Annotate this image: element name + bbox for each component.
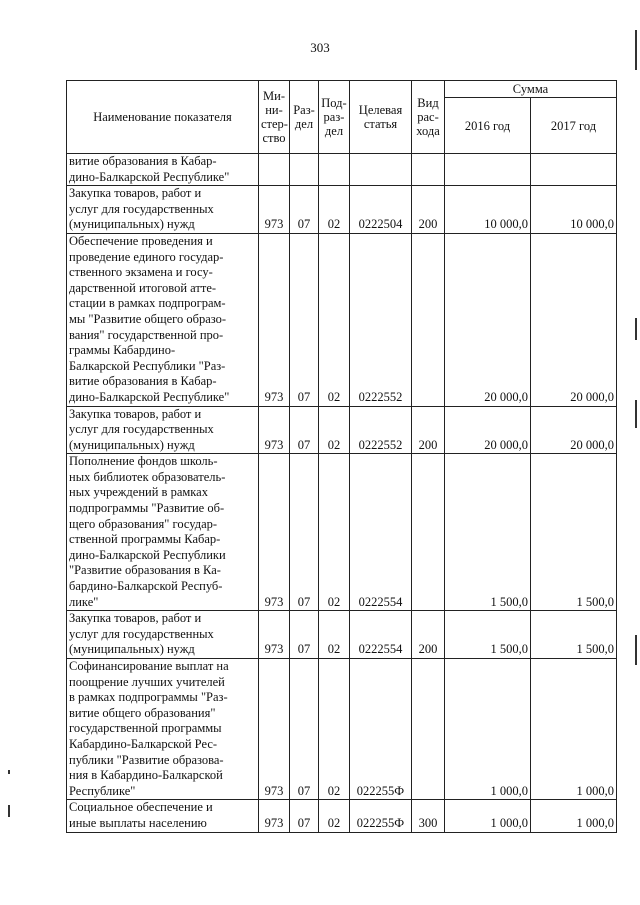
row-subsection-cell: 02 bbox=[319, 659, 350, 800]
row-2017-cell: 1 000,0 bbox=[531, 800, 617, 832]
row-subsection-cell: 02 bbox=[319, 406, 350, 454]
row-target-cell: 022255Ф bbox=[350, 659, 412, 800]
scan-edge-mark bbox=[635, 30, 637, 70]
row-ministry-cell: 973 bbox=[259, 233, 290, 406]
scan-edge-mark bbox=[8, 770, 10, 774]
row-2017-cell: 1 000,0 bbox=[531, 659, 617, 800]
table-header bbox=[67, 81, 617, 154]
row-2017-cell: 20 000,0 bbox=[531, 406, 617, 454]
row-2017-cell bbox=[531, 154, 617, 186]
row-2016-cell: 1 000,0 bbox=[445, 659, 531, 800]
row-ministry-cell: 973 bbox=[259, 611, 290, 659]
row-target-cell: 0222554 bbox=[350, 454, 412, 611]
row-subsection-cell: 02 bbox=[319, 233, 350, 406]
scan-edge-mark bbox=[8, 805, 10, 817]
row-section-cell: 07 bbox=[290, 454, 319, 611]
scan-edge-mark bbox=[635, 400, 637, 428]
row-2016-cell bbox=[445, 154, 531, 186]
row-name-cell: Обеспечение проведения и проведение единого государ- ственного экзамена и госу- дарственной итоговой атте- стации в рамках подпрограм- мы "Развитие общего образо- вания" государственной про- граммы Кабардино- Балкарской Республики "Раз- витие образования в Кабар- дино-Балкарской Республике" bbox=[67, 233, 259, 406]
row-subsection-cell: 02 bbox=[319, 611, 350, 659]
header-subsection: Под- раз- дел bbox=[319, 81, 350, 154]
budget-table bbox=[66, 80, 617, 833]
row-2016-cell: 1 000,0 bbox=[445, 800, 531, 832]
row-type-cell: 200 bbox=[412, 186, 445, 234]
row-section-cell: 07 bbox=[290, 659, 319, 800]
row-name-cell: витие образования в Кабар- дино-Балкарской Республике" bbox=[67, 154, 259, 186]
table-row bbox=[67, 186, 617, 234]
row-2016-cell: 1 500,0 bbox=[445, 611, 531, 659]
row-name-cell: Пополнение фондов школь- ных библиотек образователь- ных учреждений в рамках подпрограммы "Развитие об- щего образования" государ- ственной программы Кабар- дино-Балкарской Республики "Развитие образования в Ка- бардино-Балкарской Респуб- лике" bbox=[67, 454, 259, 611]
table-row bbox=[67, 233, 617, 406]
header-year-2017: 2017 год bbox=[531, 98, 617, 154]
table-row bbox=[67, 406, 617, 454]
header-sum: Сумма bbox=[445, 81, 617, 98]
header-type: Вид рас- хода bbox=[412, 81, 445, 154]
row-target-cell: 022255Ф bbox=[350, 800, 412, 832]
table-row bbox=[67, 154, 617, 186]
row-target-cell: 0222552 bbox=[350, 406, 412, 454]
row-subsection-cell: 02 bbox=[319, 454, 350, 611]
page-number: 303 bbox=[310, 40, 330, 55]
row-subsection-cell bbox=[319, 154, 350, 186]
row-section-cell: 07 bbox=[290, 233, 319, 406]
row-2016-cell: 20 000,0 bbox=[445, 233, 531, 406]
table-row bbox=[67, 454, 617, 611]
row-2016-cell: 10 000,0 bbox=[445, 186, 531, 234]
row-target-cell: 0222504 bbox=[350, 186, 412, 234]
row-2017-cell: 10 000,0 bbox=[531, 186, 617, 234]
header-section: Раз- дел bbox=[290, 81, 319, 154]
row-section-cell: 07 bbox=[290, 406, 319, 454]
scan-edge-mark bbox=[635, 635, 637, 665]
table-row bbox=[67, 611, 617, 659]
row-name-cell: Закупка товаров, работ и услуг для государственных (муниципальных) нужд bbox=[67, 611, 259, 659]
row-name-cell: Закупка товаров, работ и услуг для государственных (муниципальных) нужд bbox=[67, 406, 259, 454]
row-target-cell: 0222552 bbox=[350, 233, 412, 406]
header-name: Наименование показателя bbox=[67, 81, 259, 154]
table-row bbox=[67, 659, 617, 800]
row-2016-cell: 20 000,0 bbox=[445, 406, 531, 454]
row-ministry-cell: 973 bbox=[259, 186, 290, 234]
row-2017-cell: 20 000,0 bbox=[531, 233, 617, 406]
row-type-cell bbox=[412, 233, 445, 406]
row-2016-cell: 1 500,0 bbox=[445, 454, 531, 611]
header-ministry: Ми- ни- стер- ство bbox=[259, 81, 290, 154]
row-ministry-cell: 973 bbox=[259, 406, 290, 454]
row-name-cell: Закупка товаров, работ и услуг для государственных (муниципальных) нужд bbox=[67, 186, 259, 234]
row-ministry-cell: 973 bbox=[259, 454, 290, 611]
row-2017-cell: 1 500,0 bbox=[531, 611, 617, 659]
row-type-cell bbox=[412, 154, 445, 186]
row-type-cell: 200 bbox=[412, 611, 445, 659]
row-name-cell: Социальное обеспечение и иные выплаты населению bbox=[67, 800, 259, 832]
header-target: Целевая статья bbox=[350, 81, 412, 154]
row-section-cell: 07 bbox=[290, 611, 319, 659]
row-subsection-cell: 02 bbox=[319, 800, 350, 832]
row-type-cell: 300 bbox=[412, 800, 445, 832]
header-year-2016: 2016 год bbox=[445, 98, 531, 154]
row-2017-cell: 1 500,0 bbox=[531, 454, 617, 611]
row-target-cell bbox=[350, 154, 412, 186]
row-section-cell: 07 bbox=[290, 186, 319, 234]
row-ministry-cell bbox=[259, 154, 290, 186]
scan-edge-mark bbox=[635, 318, 637, 340]
table-row bbox=[67, 800, 617, 832]
row-section-cell bbox=[290, 154, 319, 186]
row-ministry-cell: 973 bbox=[259, 800, 290, 832]
row-subsection-cell: 02 bbox=[319, 186, 350, 234]
row-name-cell: Софинансирование выплат на поощрение лучших учителей в рамках подпрограммы "Раз- витие общего образования" государственной программы Кабардино-Балкарской Рес- публики "Развитие образова- ния в Кабардино-Балкарской Республике" bbox=[67, 659, 259, 800]
row-ministry-cell: 973 bbox=[259, 659, 290, 800]
row-type-cell bbox=[412, 454, 445, 611]
row-section-cell: 07 bbox=[290, 800, 319, 832]
row-type-cell bbox=[412, 659, 445, 800]
row-type-cell: 200 bbox=[412, 406, 445, 454]
row-target-cell: 0222554 bbox=[350, 611, 412, 659]
table-body bbox=[67, 154, 617, 833]
